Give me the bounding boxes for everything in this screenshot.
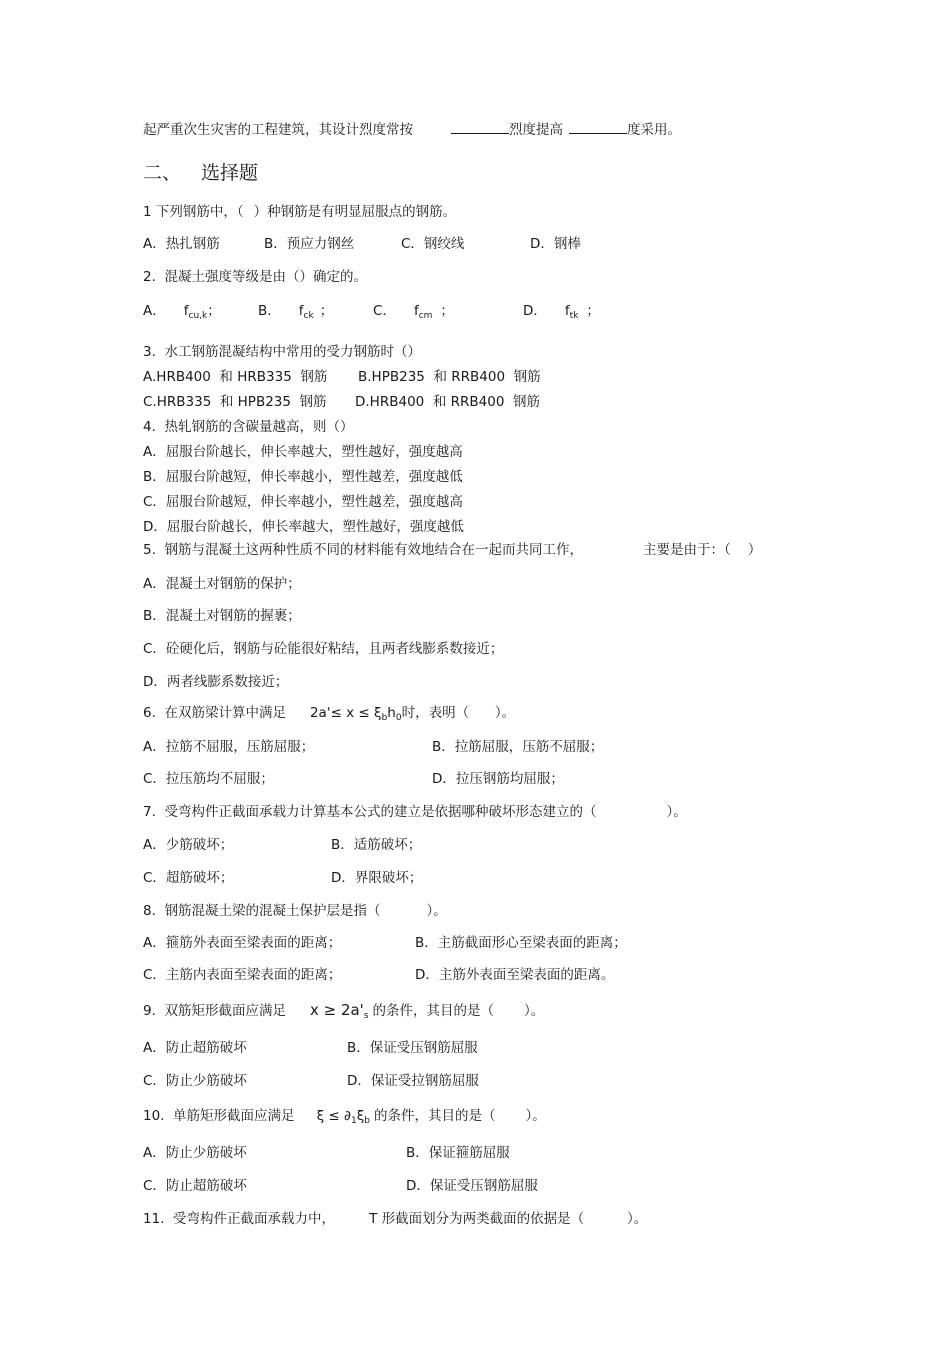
q10-formula-sub-b: b xyxy=(364,1116,370,1126)
q8-option-d: D．主筋外表面至梁表面的距离。 xyxy=(415,967,615,983)
q6-option-a: A．拉筋不屈服，压筋屈服； xyxy=(143,739,315,755)
q9-option-c: C．防止少筋破坏 xyxy=(143,1073,247,1089)
q1-option-c: C．钢绞线 xyxy=(401,236,465,252)
q2-d-label: D． xyxy=(523,303,547,319)
q6-formula: 2a'≤ x ≤ ξ xyxy=(309,705,382,721)
q4-option-a: A．屈服台阶越长，伸长率越大，塑性越好，强度越高 xyxy=(143,444,463,460)
q2-b-sub: ck xyxy=(303,311,314,321)
q6-formula-h: h xyxy=(387,705,396,721)
section-number: 二、 xyxy=(143,162,182,184)
q10-stem-b: 的条件，其目的是（ ）。 xyxy=(373,1108,546,1124)
q9-stem-b: 的条件，其目的是（ ）。 xyxy=(372,1003,545,1019)
q3-option-a: A.HRB400 和 HRB335 钢筋 xyxy=(143,369,328,385)
q3-option-c: C.HRB335 和 HPB235 钢筋 xyxy=(143,394,327,410)
blank-2 xyxy=(569,119,627,134)
q2-b-semicolon: ； xyxy=(319,303,334,319)
q7-option-d: D．界限破坏； xyxy=(331,870,423,886)
q1-option-a: A．热扎钢筋 xyxy=(143,236,220,252)
q2-option-d xyxy=(523,302,600,325)
question-10 xyxy=(143,1107,546,1130)
q8-option-a: A．箍筋外表面至梁表面的距离； xyxy=(143,935,342,951)
q8-option-b: B．主筋截面形心至梁表面的距离； xyxy=(415,935,627,951)
q1-stem-a: 1 下列钢筋中，（ xyxy=(143,204,244,220)
q8-option-c: C．主筋内表面至梁表面的距离； xyxy=(143,967,342,983)
question-9 xyxy=(143,1001,544,1025)
q3-option-b: B.HPB235 和 RRB400 钢筋 xyxy=(358,369,541,385)
q7-option-c: C．超筋破坏； xyxy=(143,870,234,886)
q2-c-sub: cm xyxy=(418,311,433,321)
q2-a-f: f xyxy=(183,303,189,319)
q6-option-c: C．拉压筋均不屈服； xyxy=(143,771,274,787)
q2-d-sub: tk xyxy=(569,311,579,321)
q2-a-semicolon: ； xyxy=(207,303,221,319)
q10-option-d: D．保证受压钢筋屈服 xyxy=(406,1178,538,1194)
q8-stem-a: 8. 钢筋混凝土梁的混凝土保护层是指（ xyxy=(143,903,381,919)
q5-option-b: B．混凝土对钢筋的握裹； xyxy=(143,608,301,624)
q10-formula: ξ ≤ ∂ xyxy=(316,1108,351,1124)
q9-option-d: D．保证受拉钢筋屈服 xyxy=(347,1073,479,1089)
q2-b-label: B． xyxy=(258,303,281,319)
question-6 xyxy=(143,704,515,727)
question-4: 4. 热轧钢筋的含碳量越高，则（） xyxy=(143,419,354,435)
intro-text-after: 度采用。 xyxy=(627,122,681,138)
q11-stem-a: 11. 受弯构件正截面承载力中， xyxy=(143,1211,336,1227)
q9-formula: x ≥ 2a' xyxy=(309,1001,364,1019)
q1-option-b: B．预应力钢丝 xyxy=(264,236,355,252)
section-title: 选择题 xyxy=(201,162,259,184)
q7-option-a: A．少筋破坏； xyxy=(143,837,234,853)
q6-stem-a: 6. 在双筋梁计算中满足 xyxy=(143,705,286,721)
intro-text-before: 起严重次生灾害的工程建筑，其设计烈度常按 xyxy=(143,122,413,138)
q9-stem-a: 9. 双筋矩形截面应满足 xyxy=(143,1003,286,1019)
question-2: 2. 混凝土强度等级是由（）确定的。 xyxy=(143,269,367,285)
question-8 xyxy=(143,902,447,920)
q9-option-b: B．保证受压钢筋屈服 xyxy=(347,1040,478,1056)
q6-stem-b: 时，表明（ ）。 xyxy=(401,705,516,721)
intro-text-mid: 烈度提高 xyxy=(509,122,563,138)
q4-option-d: D．屈服台阶越长，伸长率越大，塑性越好，强度越低 xyxy=(143,519,464,535)
q8-stem-b: ）。 xyxy=(426,903,447,919)
q7-stem-b: ）。 xyxy=(666,804,687,820)
blank-1 xyxy=(451,119,509,134)
q6-option-b: B．拉筋屈服，压筋不屈服； xyxy=(432,739,604,755)
q10-option-c: C．防止超筋破坏 xyxy=(143,1178,247,1194)
q2-a-sub: cu,k xyxy=(188,311,208,321)
q2-c-f: f xyxy=(413,303,419,319)
question-11 xyxy=(143,1210,647,1228)
q9-option-a: A．防止超筋破坏 xyxy=(143,1040,247,1056)
q2-d-f: f xyxy=(564,303,570,319)
q10-stem-a: 10. 单筋矩形截面应满足 xyxy=(143,1108,295,1124)
q7-stem-a: 7. 受弯构件正截面承载力计算基本公式的建立是依据哪种破坏形态建立的（ xyxy=(143,804,597,820)
q2-a-label: A． xyxy=(143,303,166,319)
q7-option-b: B．适筋破坏； xyxy=(331,837,422,853)
q4-option-b: B．屈服台阶越短，伸长率越小，塑性越差，强度越低 xyxy=(143,469,463,485)
q10-option-a: A．防止少筋破坏 xyxy=(143,1145,247,1161)
q3-option-d: D.HRB400 和 RRB400 钢筋 xyxy=(355,394,540,410)
q5-option-c: C．砼硬化后，钢筋与砼能很好粘结，且两者线膨系数接近； xyxy=(143,641,504,657)
q2-c-semicolon: ； xyxy=(440,303,454,319)
q10-option-b: B．保证箍筋屈服 xyxy=(406,1145,510,1161)
q2-option-a xyxy=(143,302,221,325)
q10-formula-sub-1: 1 xyxy=(350,1116,357,1126)
question-3: 3. 水工钢筋混凝结构中常用的受力钢筋时（） xyxy=(143,344,421,360)
intro-line xyxy=(143,119,681,139)
q6-formula-sub-0: 0 xyxy=(395,713,402,723)
q9-formula-sub: s xyxy=(363,1011,369,1021)
question-7 xyxy=(143,803,687,821)
q5-option-a: A．混凝土对钢筋的保护； xyxy=(143,576,301,592)
q2-option-c xyxy=(373,302,454,325)
q2-c-label: C． xyxy=(373,303,396,319)
q5-stem-a: 5. 钢筋与混凝土这两种性质不同的材料能有效地结合在一起而共同工作， xyxy=(143,542,583,558)
q2-option-b xyxy=(258,302,333,325)
q5-option-d: D．两者线膨系数接近； xyxy=(143,674,289,690)
q1-stem-b: ）种钢筋是有明显屈服点的钢筋。 xyxy=(253,204,457,220)
section-heading xyxy=(143,161,258,185)
q6-option-d: D．拉压钢筋均屈服； xyxy=(432,771,564,787)
question-1 xyxy=(143,203,456,221)
question-5 xyxy=(143,541,761,559)
q11-stem-b: T 形截面划分为两类截面的依据是（ ）。 xyxy=(369,1211,648,1227)
q1-option-d: D．钢棒 xyxy=(530,236,581,252)
q2-b-f: f xyxy=(298,303,304,319)
q5-stem-b: 主要是由于：（ ） xyxy=(642,542,762,558)
q10-formula-xi: ξ xyxy=(356,1108,365,1124)
q4-option-c: C．屈服台阶越短，伸长率越小，塑性越差，强度越高 xyxy=(143,494,463,510)
q2-d-semicolon: ； xyxy=(586,303,600,319)
q6-formula-sub-b: b xyxy=(381,713,388,723)
